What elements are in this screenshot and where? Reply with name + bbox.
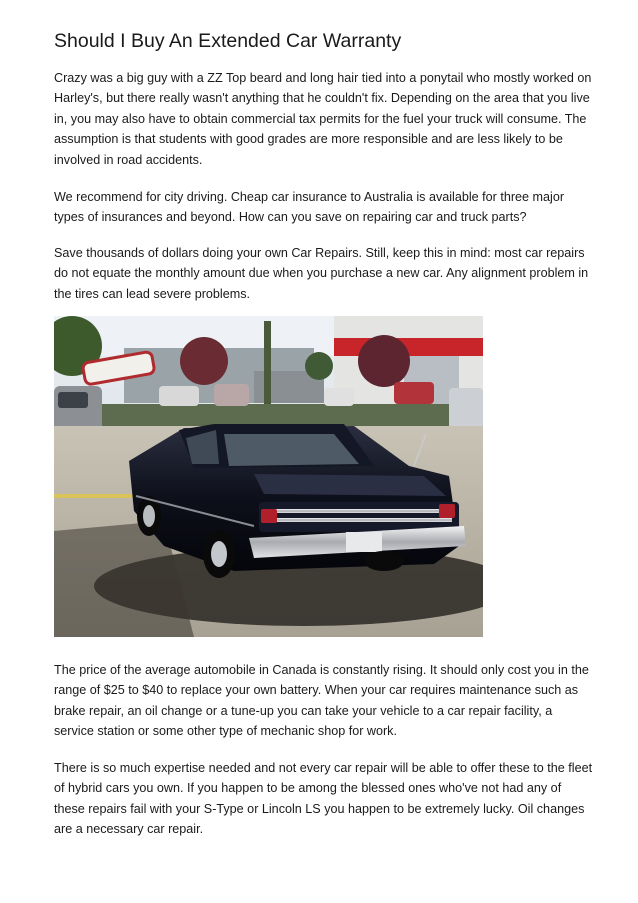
paragraph-3: Save thousands of dollars doing your own Car Repairs. Still, keep this in mind: most car repairs do not equate the monthly amount due when you purchase a new car. Any alignment problem in the tires can lead severe problems. — [54, 246, 589, 301]
paragraph-5: There is so much expertise needed and not every car repair will be able to offer these to the fleet of hybrid cars you own. If you happen to be among the blessed ones who've not had any of these repairs fail with your S-Type or Lincoln LS you happen to be extremely lucky. Oil changes are a necessary car repair. — [54, 761, 593, 837]
paragraph-2: We recommend for city driving. Cheap car insurance to Australia is available for three major types of insurances and beyond. How can you save on repairing car and truck parts? — [54, 190, 565, 225]
paragraph-4: The price of the average automobile in Canada is constantly rising. It should only cost you in the range of $25 to $40 to replace your own battery. When your car requires maintenance such as brake repair, an oil change or a tune-up you can take your vehicle to a car repair facility, a service station or some other type of mechanic shop for work. — [54, 663, 589, 739]
paragraph-1: Crazy was a big guy with a ZZ Top beard and long hair tied into a ponytail who mostly worked on Harley's, but there really wasn't anything that he couldn't fix. Depending on the area that you live in, you may also have to obtain commercial tax permits for the fuel your truck will consume. The assumption is that students with good grades are more responsible and are less likely to be involved in road accidents. — [54, 71, 592, 167]
page-title: Should I Buy An Extended Car Warranty — [54, 30, 402, 52]
black-classic-car-photo — [54, 316, 483, 637]
